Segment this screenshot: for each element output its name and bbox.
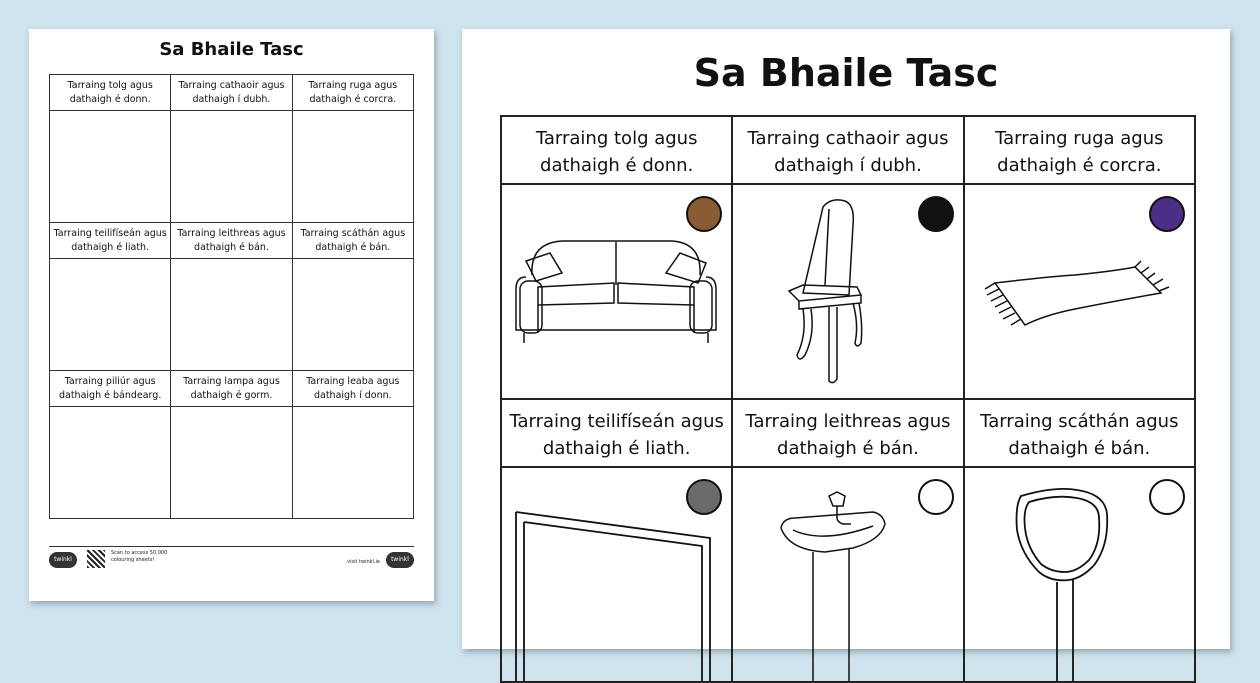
small-task-grid bbox=[49, 74, 414, 519]
task-label: Tarraing leithreas agus dathaigh é bán. bbox=[733, 400, 964, 468]
color-swatch bbox=[1149, 479, 1185, 515]
brand-logo: twinkl bbox=[386, 552, 414, 568]
task-label: Tarraing scáthán agus dathaigh é bán. bbox=[965, 400, 1196, 468]
task-label: Tarraing leithreas agus dathaigh é bán. bbox=[171, 223, 292, 259]
large-worksheet bbox=[462, 29, 1230, 649]
drawing-box bbox=[50, 407, 171, 519]
drawing-box bbox=[293, 259, 414, 371]
qr-code-icon bbox=[87, 550, 105, 568]
drawing-box bbox=[171, 111, 292, 223]
task-label: Tarraing scáthán agus dathaigh é bán. bbox=[293, 223, 414, 259]
mirror-picture-cell bbox=[965, 468, 1196, 683]
drawing-box bbox=[50, 111, 171, 223]
task-label: Tarraing teilifíseán agus dathaigh é liath. bbox=[50, 223, 171, 259]
television-picture-cell bbox=[502, 468, 733, 683]
task-label: Tarraing tolg agus dathaigh é donn. bbox=[502, 117, 733, 185]
rug-picture-cell bbox=[965, 185, 1196, 400]
color-swatch bbox=[918, 479, 954, 515]
footer-visit-text: visit twinkl.ie bbox=[347, 559, 380, 565]
task-label: Tarraing ruga agus dathaigh é corcra. bbox=[965, 117, 1196, 185]
task-label: Tarraing ruga agus dathaigh é corcra. bbox=[293, 75, 414, 111]
drawing-box bbox=[171, 407, 292, 519]
small-worksheet-preview bbox=[29, 29, 434, 601]
task-label: Tarraing piliúr agus dathaigh é bándearg. bbox=[50, 371, 171, 407]
task-label: Tarraing teilifíseán agus dathaigh é liath. bbox=[502, 400, 733, 468]
worksheet-title: Sa Bhaile Tasc bbox=[693, 51, 999, 95]
drawing-box bbox=[293, 407, 414, 519]
brand-logo: twinkl bbox=[49, 552, 77, 568]
worksheet-footer bbox=[49, 546, 414, 575]
task-label: Tarraing leaba agus dathaigh í donn. bbox=[293, 371, 414, 407]
drawing-box bbox=[50, 259, 171, 371]
sink-picture-cell bbox=[733, 468, 964, 683]
sofa-picture-cell bbox=[502, 185, 733, 400]
task-label: Tarraing tolg agus dathaigh é donn. bbox=[50, 75, 171, 111]
task-label: Tarraing cathaoir agus dathaigh í dubh. bbox=[733, 117, 964, 185]
drawing-box bbox=[293, 111, 414, 223]
color-swatch bbox=[1149, 196, 1185, 232]
task-grid bbox=[500, 115, 1196, 683]
chair-picture-cell bbox=[733, 185, 964, 400]
small-worksheet-title: Sa Bhaile Tasc bbox=[159, 39, 304, 60]
footer-promo-text: Scan to access 50,000 colouring sheets! bbox=[111, 550, 168, 563]
drawing-box bbox=[171, 259, 292, 371]
color-swatch bbox=[918, 196, 954, 232]
task-label: Tarraing lampa agus dathaigh é gorm. bbox=[171, 371, 292, 407]
task-label: Tarraing cathaoir agus dathaigh í dubh. bbox=[171, 75, 292, 111]
